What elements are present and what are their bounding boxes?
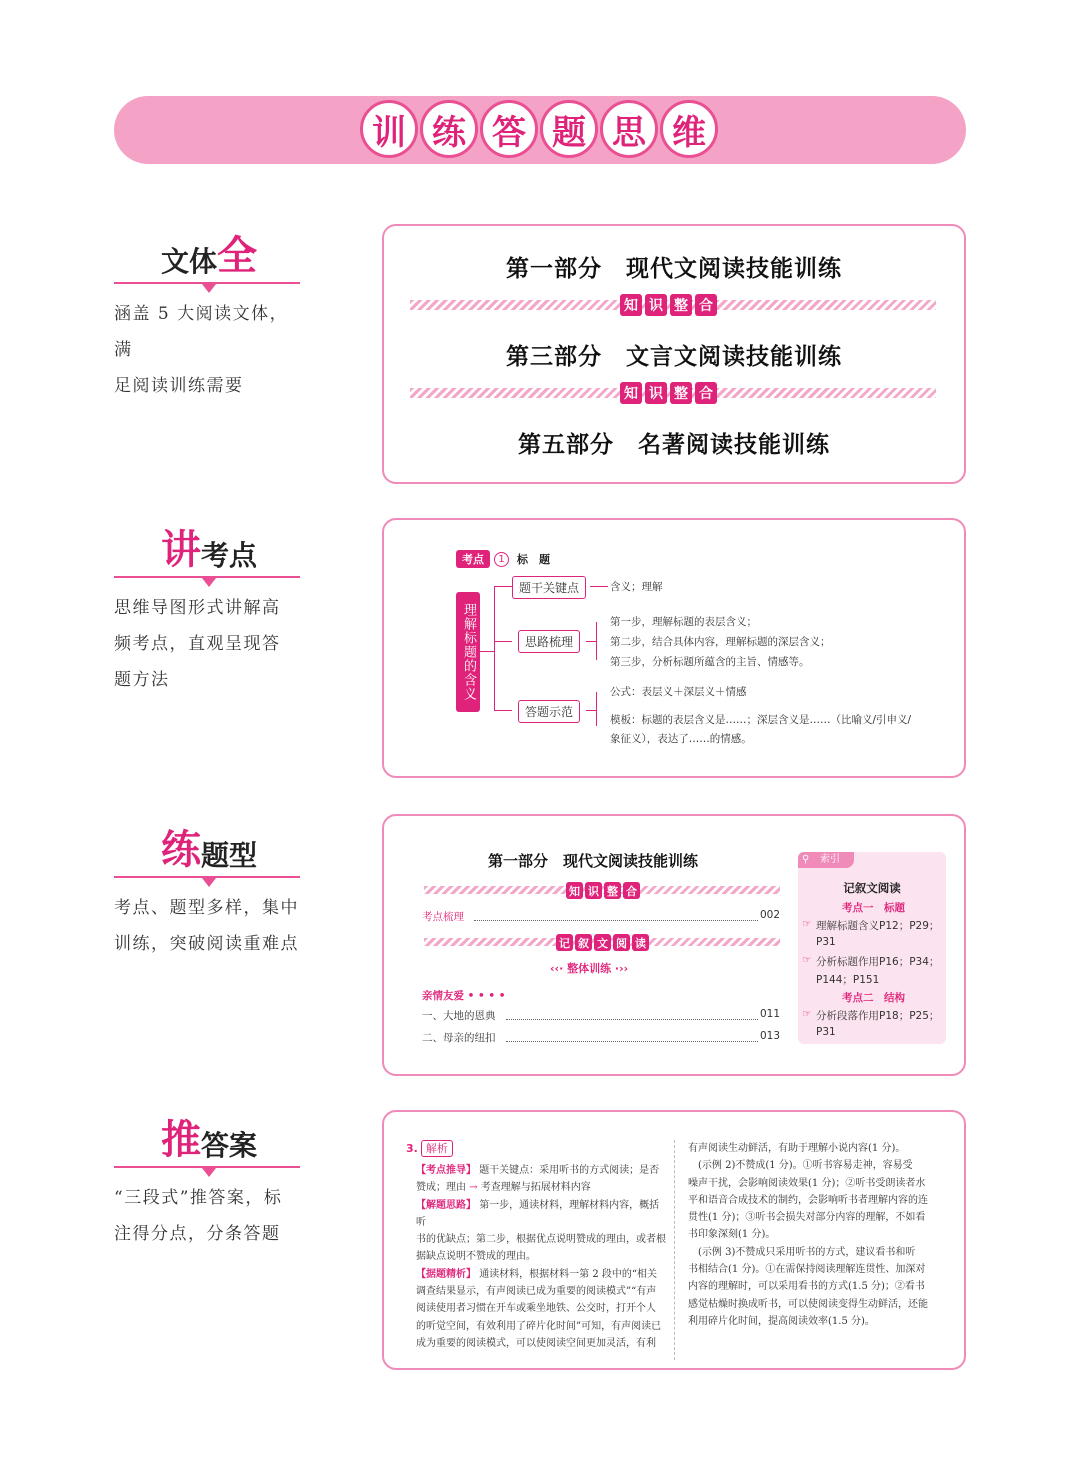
topic-title: 标 题 <box>517 553 550 566</box>
mindmap-leaf: 象征义），表达了……的情感。 <box>610 733 752 745</box>
analysis-tag: 解析 <box>421 1140 453 1157</box>
mindmap-leaf: 第三步，分析标题所蕴含的主旨、情感等。 <box>610 656 810 668</box>
card-contents <box>382 224 966 484</box>
whole-training-label: ‹‹· 整体训练 ·›› <box>550 962 629 975</box>
banner-title <box>360 100 718 162</box>
section-title <box>114 1108 304 1163</box>
section-divider <box>114 576 300 578</box>
toc-entry-page: 013 <box>760 1030 781 1042</box>
section-title <box>114 518 304 573</box>
section-title-big: 推 <box>160 1116 201 1163</box>
mindmap-node: 答题示范 <box>518 700 580 723</box>
section-description: 考点、题型多样，集中 训练，突破阅读重难点 <box>114 898 299 954</box>
toc-entry-label: 一、大地的恩典 <box>422 1010 496 1022</box>
section-divider <box>114 876 300 878</box>
section-title-big: 讲 <box>160 526 201 573</box>
mindmap-node: 思路梳理 <box>518 630 580 653</box>
index-kp: 考点一 标题 <box>842 902 905 914</box>
narrative-label: 记 叙 文 阅 读 <box>556 934 649 951</box>
pointer-icon: ☞ <box>802 1008 812 1020</box>
toc-entry-page: 002 <box>760 909 781 921</box>
section-divider <box>114 1166 300 1168</box>
banner-char: 答 <box>480 100 538 158</box>
knowledge-label: 知 识 整 合 <box>620 382 717 404</box>
section-title <box>114 818 304 873</box>
toc-entry-label: 二、母亲的纽扣 <box>422 1032 496 1044</box>
section-title-small: 文体 <box>160 244 217 278</box>
mindmap-node: 题干关键点 <box>512 576 586 599</box>
section-divider <box>114 282 300 284</box>
topic-number: 1 <box>494 552 509 567</box>
section-title-big: 练 <box>160 826 201 873</box>
answer-right-column: 有声阅读生动鲜活，有助于理解小说内容(1 分)。 (示例 2)不赞成(1 分)。①听书容易走神，容易受 噪声干扰，会影响阅读效果(1 分)；②听书受朗读者水 平和语音合成技术的制约，会影响听书者理解内容的连 贯性(1 分)；③听书会损失对部分内容的理解，不如看 书印象深刻(1 分)。 (示例 3)不赞成只采用听书的方式，建议看书和听 书相结合(1 分)。①在需保持阅读理解连贯性、加深对 内容的理解时，可以采用看书的方式(1.5 分)；②看书 感觉枯燥时换成听书，可以使阅读变得生动鲜活，还能 利用碎片化时间，提高阅读效率(1.5 分)。 <box>688 1143 928 1327</box>
part-heading: 第一部分 现代文阅读技能训练 <box>506 256 842 282</box>
mindmap-leaf: 含义；理解 <box>610 581 663 593</box>
knowledge-label: 知 识 整 合 <box>620 294 717 316</box>
topic-header <box>456 550 550 568</box>
question-number: 3. <box>406 1142 418 1155</box>
card-toc <box>382 814 966 1076</box>
section-title-big: 全 <box>217 232 257 279</box>
index-title: 记叙文阅读 <box>843 881 901 895</box>
mindmap-leaf: 第二步，结合具体内容，理解标题的深层含义； <box>610 636 831 648</box>
banner-char: 练 <box>420 100 478 158</box>
section-title-small: 题型 <box>200 838 257 872</box>
toc-heading: 第一部分 现代文阅读技能训练 <box>488 852 699 870</box>
pointer-icon: ☞ <box>802 954 812 966</box>
toc-entry-label: 考点梳理 <box>422 911 464 923</box>
banner-char: 题 <box>540 100 598 158</box>
answer-header <box>406 1140 453 1157</box>
section-points <box>114 518 304 698</box>
toc-group-label: 亲情友爱 • • • • <box>422 990 506 1002</box>
section-title-small: 答案 <box>200 1128 257 1162</box>
mindmap-leaf: 公式：表层义＋深层义＋情感 <box>610 686 747 698</box>
card-answer <box>382 1110 966 1370</box>
mindmap-root: 理解标题的含义 <box>456 592 480 712</box>
banner-char: 训 <box>360 100 418 158</box>
topic-tag: 考点 <box>456 550 490 568</box>
part-heading: 第五部分 名著阅读技能训练 <box>518 432 830 458</box>
mindmap-leaf: 第一步，理解标题的表层含义； <box>610 616 757 628</box>
index-tag: 索引 <box>798 852 854 868</box>
section-genre <box>114 224 304 404</box>
search-icon: ⚲ <box>802 854 810 865</box>
column-divider <box>674 1140 675 1360</box>
arrow-icon: → <box>469 1182 478 1194</box>
section-title-small: 考点 <box>200 538 257 572</box>
section-description: “三段式”推答案，标 注得分点，分条答题 <box>114 1188 283 1244</box>
part-heading: 第三部分 文言文阅读技能训练 <box>506 344 842 370</box>
answer-left-column: 【考点推导】 题干关键点：采用听书的方式阅读；是否 赞成；理由 → 考查理解与拓展材料内容 【解题思路】 第一步，通读材料，理解材料内容，概括听 书的优缺点；第二步，根据优点说明赞成的理由，或者根 据缺点说明不赞成的理由。 【据题精析】 通读材料，根据材料一第 2 段中的“相关 调查结果显示，有声阅读已成为重要的阅读模式”“有声 阅读使用者习惯在开车或乘坐地铁、公交时，打开个人 的听觉空间，有效利用了碎片化时间”可知，有声阅读已 成为重要的阅读模式，可以使阅读空间更加灵活，有利 <box>416 1165 666 1349</box>
index-kp: 考点二 结构 <box>842 992 905 1004</box>
toc-entry-page: 011 <box>760 1008 781 1020</box>
index-panel: 索引 ⚲ 记叙文阅读 考点一 标题 ☞ 理解标题含义P12；P29； P31 ☞ 分析标题作用P16；P34； P144；P151 考点二 结构 ☞ 分析段落作用P18；P25； P31 <box>798 852 946 1044</box>
section-description: 思维导图形式讲解高 频考点，直观呈现答 题方法 <box>114 598 281 690</box>
banner-char: 思 <box>600 100 658 158</box>
section-description: 涵盖 5 大阅读文体，满 足阅读训练需要 <box>114 304 289 396</box>
section-answers <box>114 1108 304 1252</box>
section-practice <box>114 818 304 962</box>
section-title <box>114 224 304 279</box>
banner-char: 维 <box>660 100 718 158</box>
mindmap-leaf: 模板：标题的表层含义是……；深层含义是……（比喻义/引申义/ <box>610 714 912 726</box>
pointer-icon: ☞ <box>802 918 812 930</box>
knowledge-label: 知 识 整 合 <box>566 882 640 899</box>
card-mindmap <box>382 518 966 778</box>
